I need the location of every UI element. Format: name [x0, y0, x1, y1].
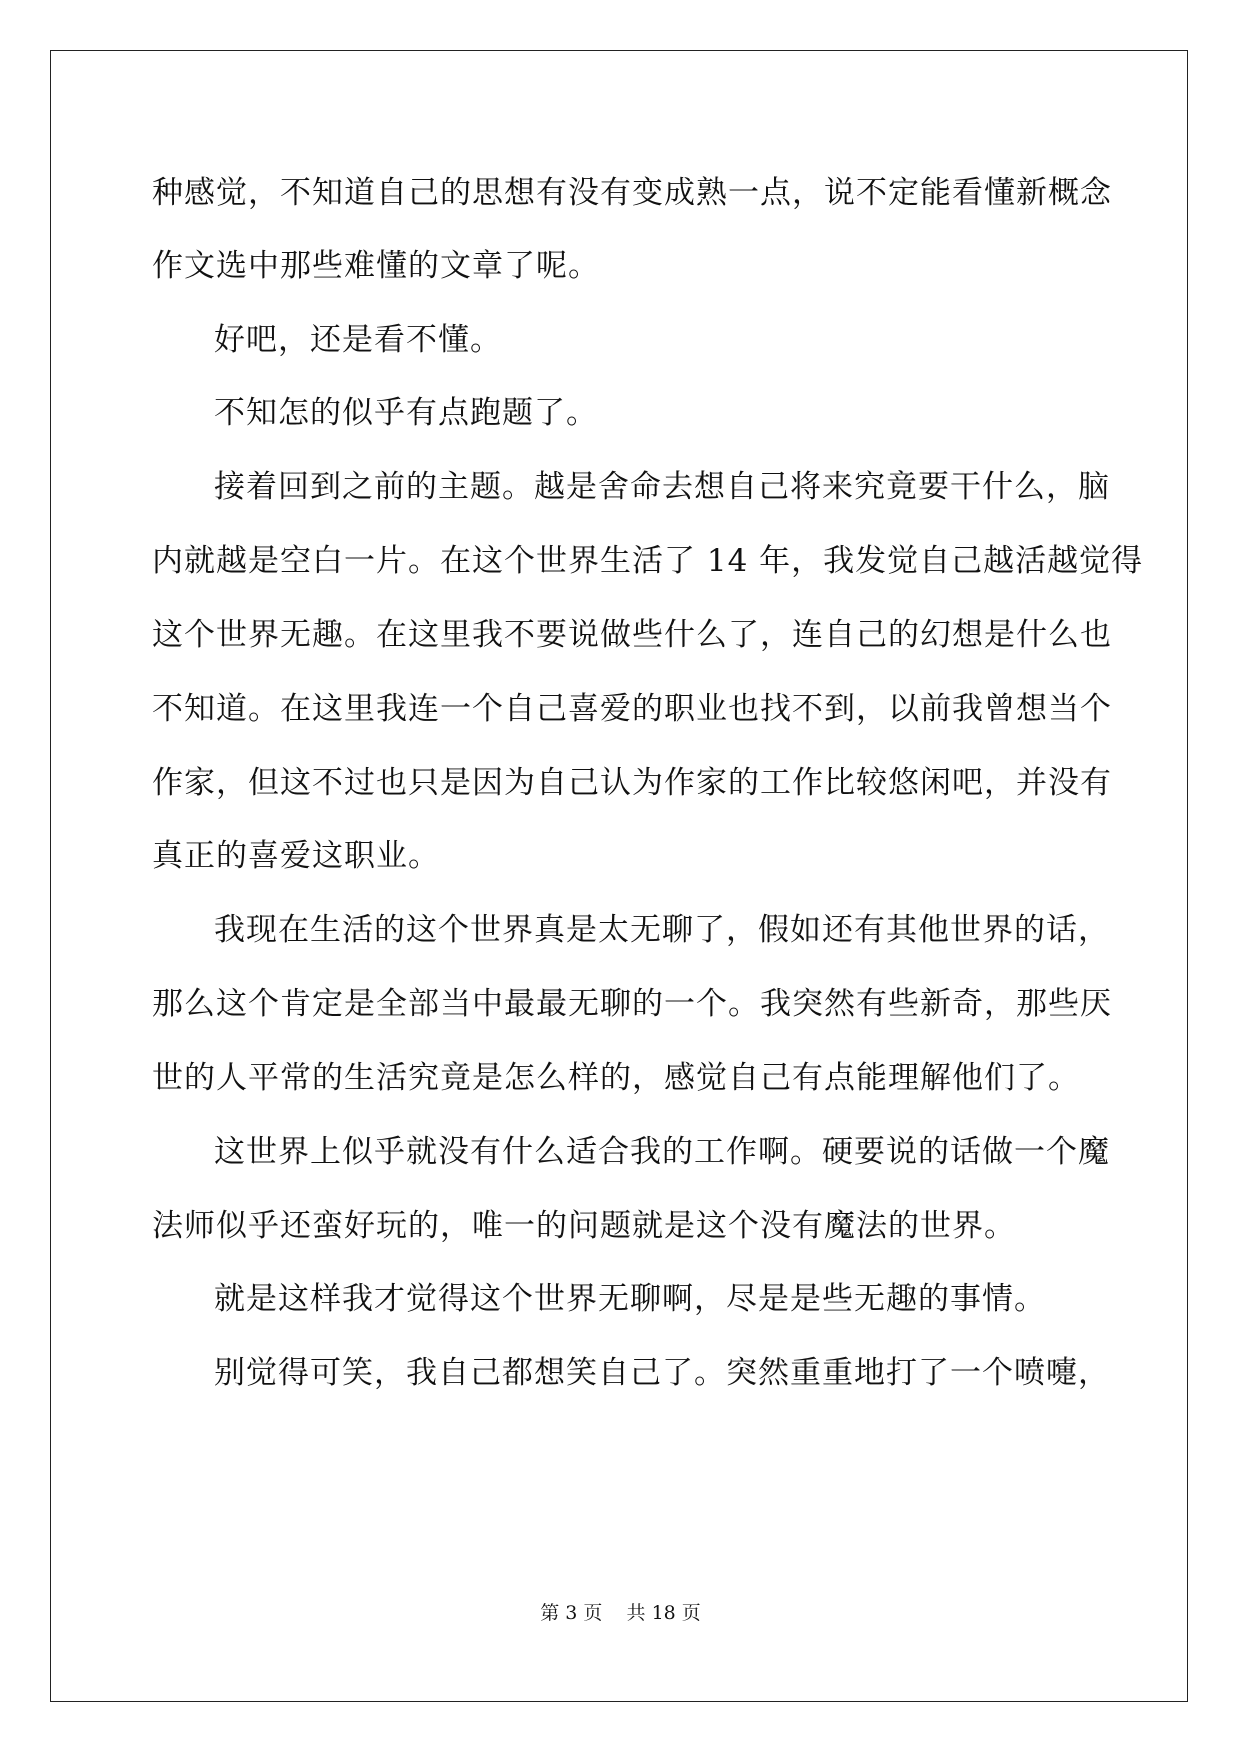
text-line: 就是这样我才觉得这个世界无聊啊，尽是是些无趣的事情。: [214, 1281, 1046, 1317]
page-border: [50, 50, 1188, 1702]
text-line: 不知道。在这里我连一个自己喜爱的职业也找不到，以前我曾想当个: [152, 691, 1112, 727]
text-line: 不知怎的似乎有点跑题了。: [214, 395, 598, 431]
text-line: 法师似乎还蛮好玩的，唯一的问题就是这个没有魔法的世界。: [152, 1208, 1016, 1244]
text-line: 别觉得可笑，我自己都想笑自己了。突然重重地打了一个喷嚏，: [214, 1355, 1110, 1391]
text-line: 我现在生活的这个世界真是太无聊了，假如还有其他世界的话，: [214, 912, 1110, 948]
text-line: 这个世界无趣。在这里我不要说做些什么了，连自己的幻想是什么也: [152, 617, 1112, 653]
text-line: 真正的喜爱这职业。: [152, 838, 440, 874]
text-line: 种感觉，不知道自己的思想有没有变成熟一点，说不定能看懂新概念: [152, 175, 1112, 211]
page-number-footer: 第 3 页 共 18 页: [540, 1602, 701, 1624]
text-line: 作文选中那些难懂的文章了呢。: [152, 248, 600, 284]
text-line: 好吧，还是看不懂。: [214, 322, 502, 358]
text-line: 作家，但这不过也只是因为自己认为作家的工作比较悠闲吧，并没有: [152, 765, 1112, 801]
text-line: 内就越是空白一片。在这个世界生活了 14 年，我发觉自己越活越觉得: [152, 543, 1144, 579]
text-line: 世的人平常的生活究竟是怎么样的，感觉自己有点能理解他们了。: [152, 1060, 1080, 1096]
text-line: 这世界上似乎就没有什么适合我的工作啊。硬要说的话做一个魔: [214, 1134, 1110, 1170]
text-line: 那么这个肯定是全部当中最最无聊的一个。我突然有些新奇，那些厌: [152, 986, 1112, 1022]
text-line: 接着回到之前的主题。越是舍命去想自己将来究竟要干什么，脑: [214, 469, 1110, 505]
